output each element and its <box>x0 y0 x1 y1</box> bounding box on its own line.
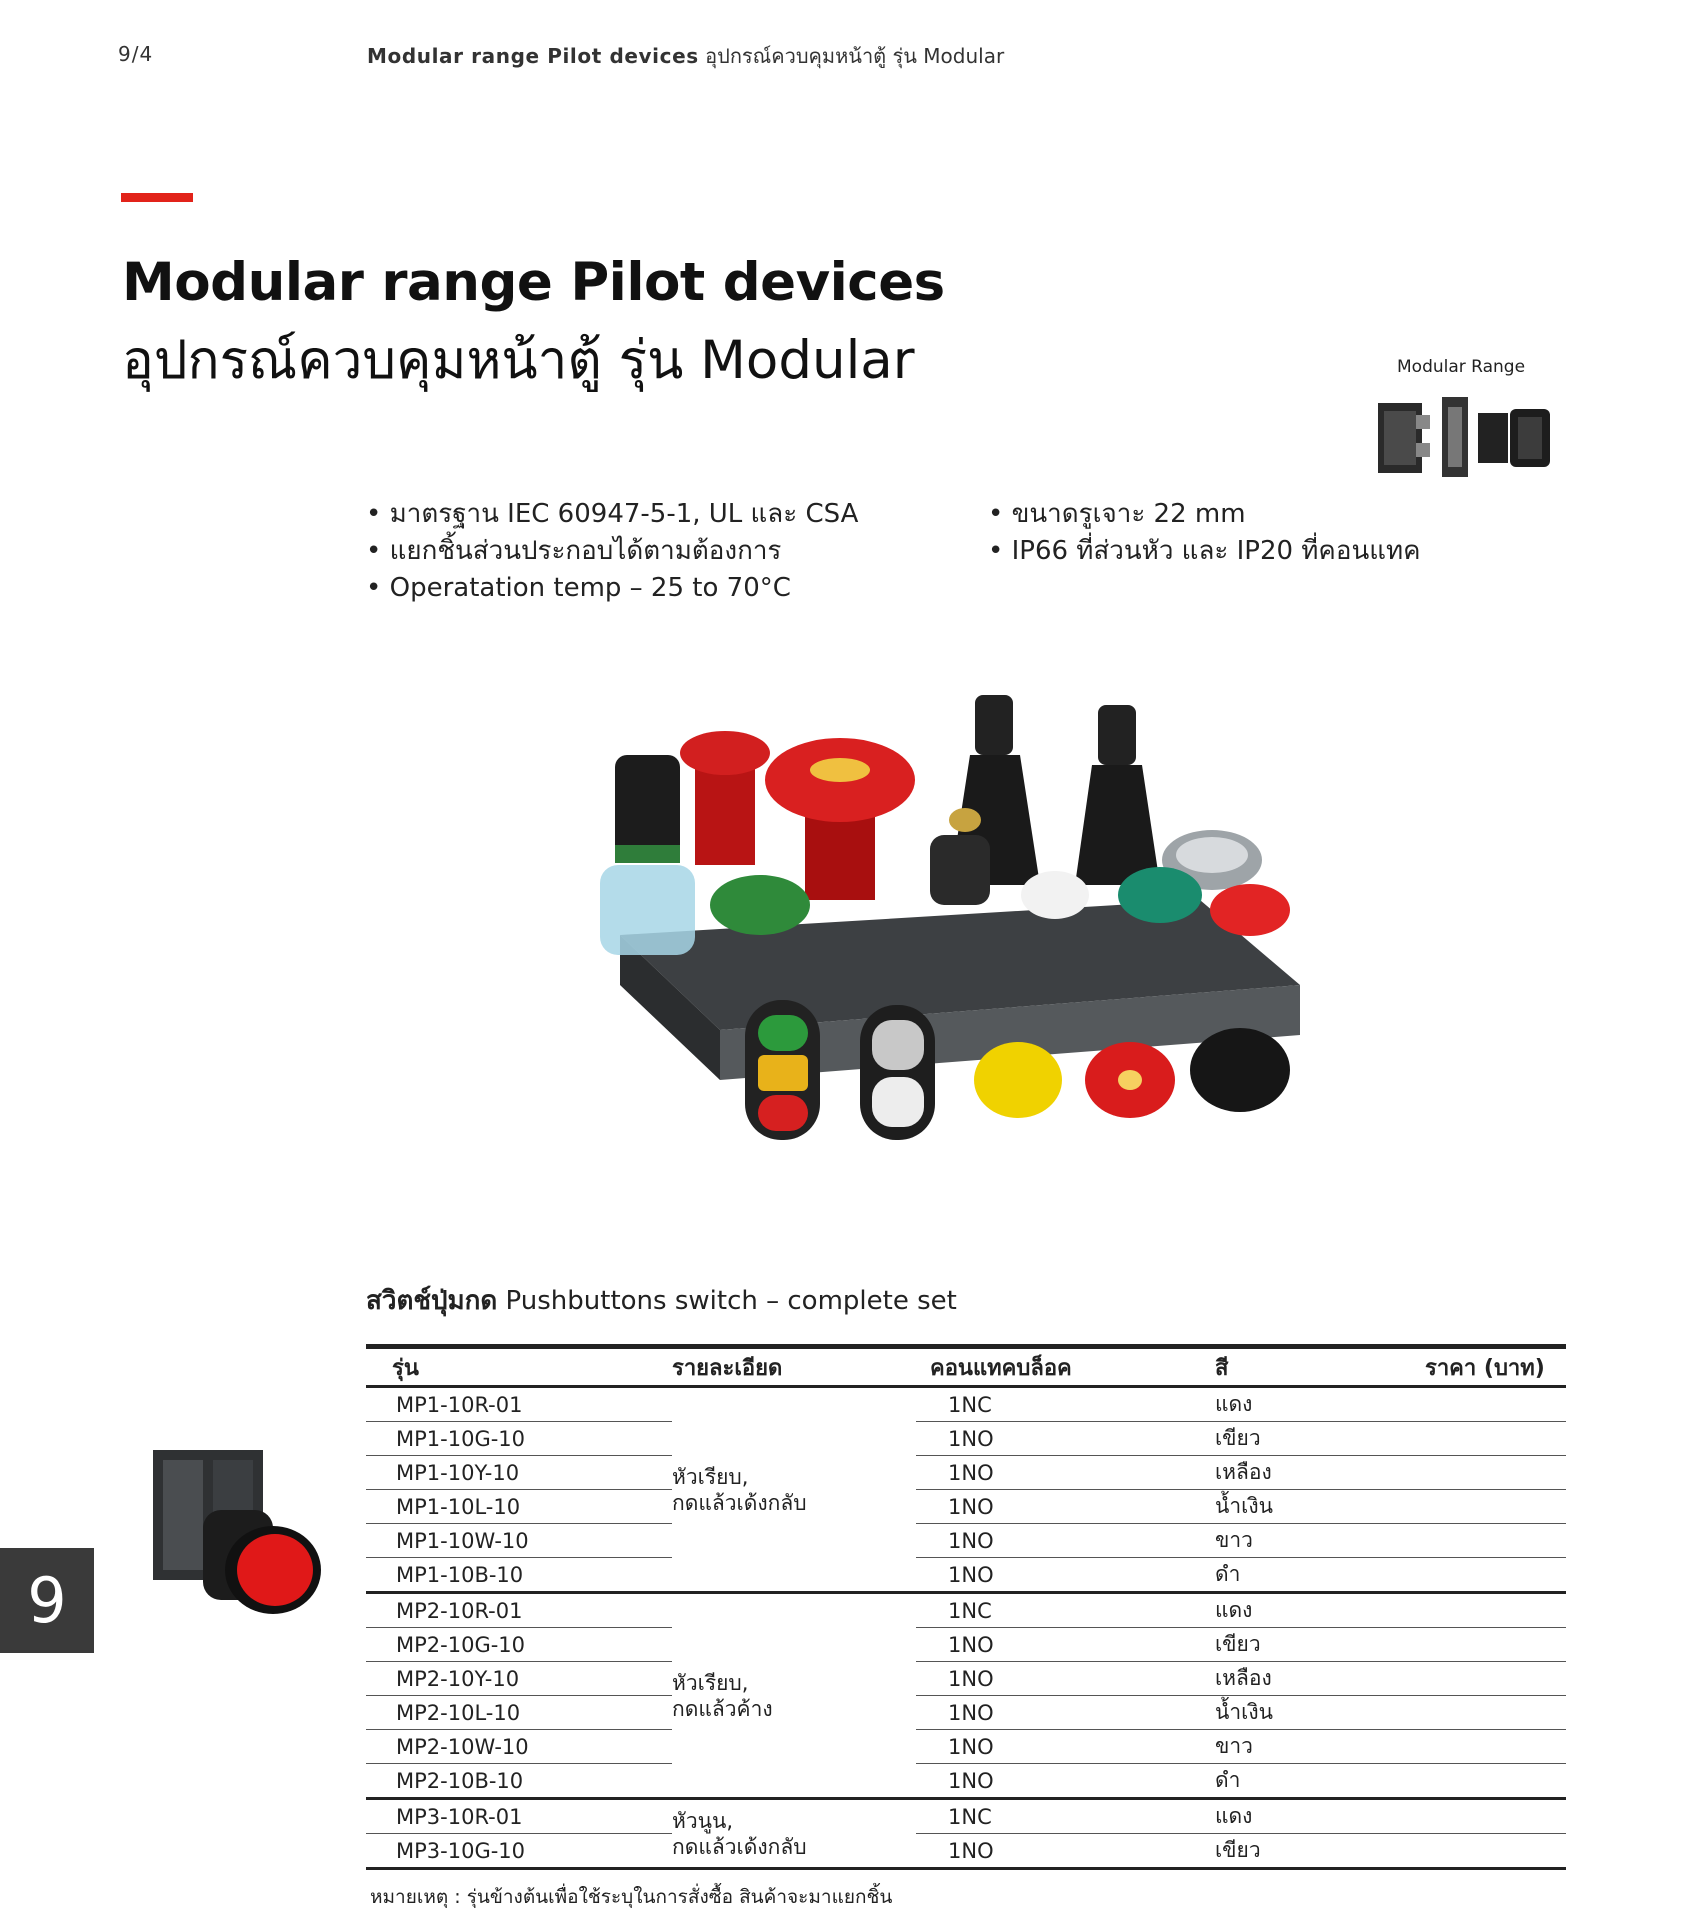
color-cell: แดง <box>1215 1799 1425 1834</box>
color-cell: เขียว <box>1215 1628 1425 1662</box>
description-line: หัวเรียบ, <box>672 1464 749 1489</box>
contact-cell: 1NO <box>916 1662 1215 1696</box>
table-row <box>366 1387 1566 1422</box>
section-title-thai: สวิตช์ปุ่มกด <box>366 1286 498 1316</box>
pushbutton-product-image <box>143 1440 333 1620</box>
table-header-row <box>366 1347 1566 1387</box>
table-row <box>366 1456 1566 1490</box>
contact-cell: 1NC <box>916 1799 1215 1834</box>
price-cell <box>1425 1730 1566 1764</box>
header-price: ราคา (บาท) <box>1425 1347 1566 1387</box>
color-cell: ขาว <box>1215 1524 1425 1558</box>
table-row <box>366 1834 1566 1869</box>
table-row <box>366 1730 1566 1764</box>
table-row <box>366 1490 1566 1524</box>
modular-range-label: Modular Range <box>1397 357 1526 377</box>
description-cell <box>672 1593 916 1799</box>
running-header-bold: Modular range Pilot devices <box>367 44 699 68</box>
header-color: สี <box>1215 1347 1425 1387</box>
table-body <box>366 1387 1566 1869</box>
contact-cell: 1NC <box>916 1387 1215 1422</box>
description-cell <box>672 1799 916 1869</box>
feature-item: • ขนาดรูเจาะ 22 mm <box>988 499 1246 529</box>
price-cell <box>1425 1456 1566 1490</box>
price-cell <box>1425 1524 1566 1558</box>
description-line: กดแล้วเด้งกลับ <box>672 1834 807 1859</box>
model-cell: MP3-10G-10 <box>366 1834 672 1869</box>
price-cell <box>1425 1628 1566 1662</box>
price-cell <box>1425 1696 1566 1730</box>
contact-cell: 1NO <box>916 1524 1215 1558</box>
header-model: รุ่น <box>366 1347 672 1387</box>
feature-item: • มาตรฐาน IEC 60947-5-1, UL และ CSA <box>366 499 859 529</box>
description-cell <box>672 1387 916 1593</box>
color-cell: เหลือง <box>1215 1662 1425 1696</box>
model-cell: MP2-10W-10 <box>366 1730 672 1764</box>
running-header-thai: อุปกรณ์ควบคุมหน้าตู้ รุ่น Modular <box>705 44 1005 68</box>
table-row <box>366 1696 1566 1730</box>
contact-cell: 1NO <box>916 1696 1215 1730</box>
running-header <box>367 40 1004 72</box>
model-cell: MP1-10B-10 <box>366 1558 672 1593</box>
color-cell: ดำ <box>1215 1764 1425 1799</box>
features-left <box>366 496 858 607</box>
price-cell <box>1425 1593 1566 1628</box>
color-cell: แดง <box>1215 1387 1425 1422</box>
header-contact: คอนแทคบล็อค <box>916 1347 1215 1387</box>
features-right <box>988 496 1421 570</box>
price-cell <box>1425 1490 1566 1524</box>
footnote: หมายเหตุ : รุ่นข้างต้นเพื่อใช้ระบุในการสั่งซื้อ สินค้าจะมาแยกชิ้น <box>370 1886 893 1908</box>
page-subtitle-thai: อุปกรณ์ควบคุมหน้าตู้ รุ่น Modular <box>122 330 915 391</box>
color-cell: แดง <box>1215 1593 1425 1628</box>
feature-item: • Operatation temp – 25 to 70°C <box>366 573 791 603</box>
section-title <box>366 1280 957 1321</box>
price-cell <box>1425 1422 1566 1456</box>
contact-cell: 1NO <box>916 1456 1215 1490</box>
description-line: หัวนูน, <box>672 1808 734 1833</box>
color-cell: เขียว <box>1215 1422 1425 1456</box>
price-cell <box>1425 1558 1566 1593</box>
price-cell <box>1425 1387 1566 1422</box>
table-row <box>366 1662 1566 1696</box>
model-cell: MP2-10R-01 <box>366 1593 672 1628</box>
model-cell: MP1-10L-10 <box>366 1490 672 1524</box>
contact-cell: 1NO <box>916 1628 1215 1662</box>
table-row <box>366 1628 1566 1662</box>
table-row <box>366 1799 1566 1834</box>
section-title-english: Pushbuttons switch – complete set <box>497 1286 957 1316</box>
model-cell: MP1-10G-10 <box>366 1422 672 1456</box>
model-cell: MP2-10G-10 <box>366 1628 672 1662</box>
contact-cell: 1NO <box>916 1490 1215 1524</box>
model-cell: MP2-10L-10 <box>366 1696 672 1730</box>
contact-cell: 1NC <box>916 1593 1215 1628</box>
color-cell: น้ำเงิน <box>1215 1490 1425 1524</box>
price-cell <box>1425 1799 1566 1834</box>
chapter-tab: 9 <box>0 1548 94 1653</box>
page-number: 9/4 <box>118 42 154 66</box>
contact-cell: 1NO <box>916 1764 1215 1799</box>
table-row <box>366 1524 1566 1558</box>
contact-cell: 1NO <box>916 1834 1215 1869</box>
price-cell <box>1425 1834 1566 1869</box>
contact-cell: 1NO <box>916 1422 1215 1456</box>
model-cell: MP1-10Y-10 <box>366 1456 672 1490</box>
color-cell: เหลือง <box>1215 1456 1425 1490</box>
color-cell: ดำ <box>1215 1558 1425 1593</box>
model-cell: MP3-10R-01 <box>366 1799 672 1834</box>
accent-bar <box>121 193 193 202</box>
price-cell <box>1425 1662 1566 1696</box>
table-row <box>366 1558 1566 1593</box>
header-description: รายละเอียด <box>672 1347 916 1387</box>
color-cell: เขียว <box>1215 1834 1425 1869</box>
feature-item: • แยกชิ้นส่วนประกอบได้ตามต้องการ <box>366 536 782 566</box>
page-title: Modular range Pilot devices <box>122 252 945 313</box>
modular-range-image <box>1370 385 1560 495</box>
contact-cell: 1NO <box>916 1730 1215 1764</box>
model-cell: MP2-10B-10 <box>366 1764 672 1799</box>
table-row <box>366 1764 1566 1799</box>
price-cell <box>1425 1764 1566 1799</box>
table-row <box>366 1593 1566 1628</box>
table-row <box>366 1422 1566 1456</box>
description-line: กดแล้วเด้งกลับ <box>672 1490 807 1515</box>
description-line: กดแล้วค้าง <box>672 1696 773 1721</box>
description-line: หัวเรียบ, <box>672 1670 749 1695</box>
color-cell: ขาว <box>1215 1730 1425 1764</box>
pilot-devices-product-image <box>600 685 1330 1145</box>
model-cell: MP1-10W-10 <box>366 1524 672 1558</box>
model-cell: MP2-10Y-10 <box>366 1662 672 1696</box>
model-cell: MP1-10R-01 <box>366 1387 672 1422</box>
feature-item: • IP66 ที่ส่วนหัว และ IP20 ที่คอนแทค <box>988 536 1421 566</box>
contact-cell: 1NO <box>916 1558 1215 1593</box>
pushbutton-table <box>366 1344 1566 1870</box>
color-cell: น้ำเงิน <box>1215 1696 1425 1730</box>
